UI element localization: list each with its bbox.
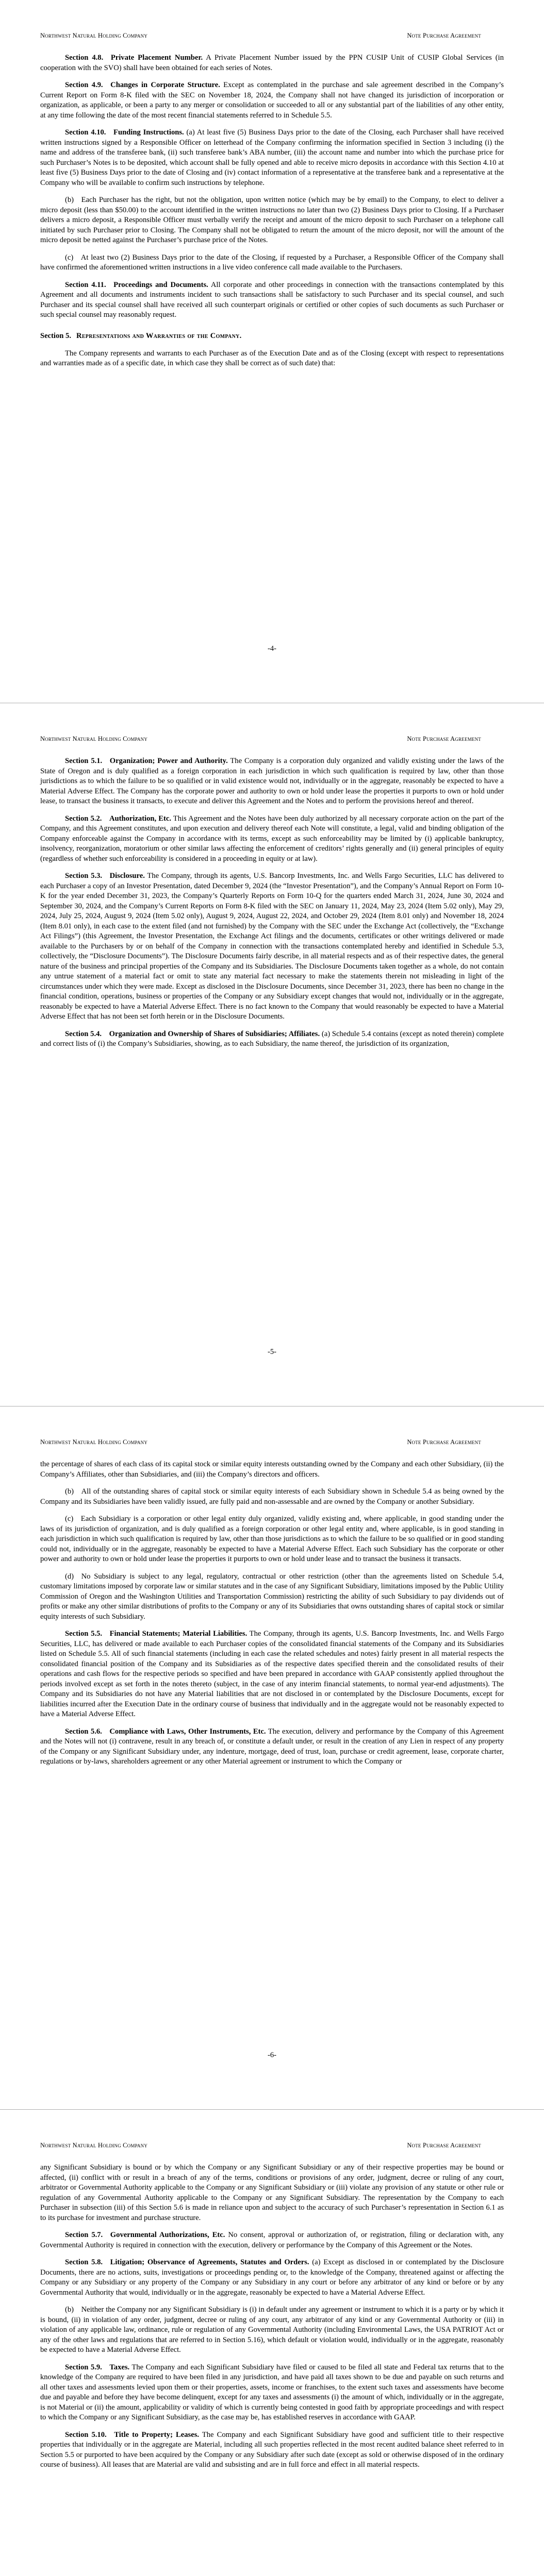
subsection-heading: Section 4.11. Proceedings and Documents. (65, 280, 208, 289)
subsection-heading: Section 5.9. Taxes. (65, 2363, 130, 2371)
paragraph-text: A Private Placement Number issued by the PPN CUSIP Unit of CUSIP Global Services (in cooperation with the SVO) shall have been obtained for each series of Notes. (40, 54, 504, 72)
page-body (40, 756, 504, 1049)
header-document-title: Note Purchase Agreement (407, 32, 481, 39)
section-heading (40, 332, 504, 341)
paragraph-text: any Significant Subsidiary is bound or by which the Company or any Significant Subsidiary or any of their respective properties may be bound or affected, (ii) conflict with or result in a breach of any of the terms, conditions or provisions of any order, judgment, decree or ruling of any court, arbitrator or Governmental Authority applicable to the Company or any Significant Subsidiary or (iii) violate any provision of any statute or other rule or regulation of any Governmental Authority applicable to the Company or any Significant Subsidiary. The representation by the Company to each Purchaser in subsection (iii) of this Section 5.6 is made in reliance upon and subject to the accuracy of such Purchaser’s representation in Section 6.1 as to its purchase for investment and purchase structure. (40, 2163, 504, 2222)
paragraph-text: (a) At least five (5) Business Days prior to the date of the Closing, each Purchaser shall have received written instructions signed by a Responsible Officer on letterhead of the Company confirming the information specified in Section 3 including (i) the name and address of the transferee bank, (ii) such transferee bank’s ABA number, (iii) the account name and number into which the purchase price for such Purchaser’s Notes is to be deposited, which account shall be fully opened and able to receive micro deposits in accordance with this Section 4.10 at least five (5) Business Days prior to the date of Closing and (iv) contact information of a representative at the transferee bank and a representative at the Company who will be available to confirm such instructions by telephone. (40, 128, 504, 187)
page-body (40, 2163, 504, 2470)
paragraph (40, 349, 504, 369)
paragraph-text: (b) All of the outstanding shares of capital stock or similar equity interests of each Subsidiary shown in Schedule 5.4 as being owned by the Company and its Subsidiaries have been validly issued, are fully paid and non-assessable and are owned by the Company or another Subsidiary. (40, 1487, 504, 1506)
paragraph-text: (a) Except as disclosed in or contemplated by the Disclosure Documents, there are no actions, suits, investigations or proceedings pending or, to the knowledge of the Company, threatened against or affecting the Company or any Subsidiary or any property of the Company or any Subsidiary in any court or before any arbitrator of any kind or before or by any Governmental Authority that would, individually or in the aggregate, reasonably be expected to have a Material Adverse Effect. (40, 2258, 504, 2297)
paragraph (40, 871, 504, 1022)
paragraph (40, 1460, 504, 1480)
section-title-text: Representations and Warranties of the Company. (76, 331, 242, 340)
page (0, 703, 544, 1406)
paragraph-text: All corporate and other proceedings in connection with the transactions contemplated by this Agreement and all documents and instruments incident to such transactions shall be satisfactory to such Purchaser and its special counsel, and such Purchaser and its special counsel shall have received all such counterpart originals or certified or other copies of such documents as such Purchaser or such special counsel may reasonably request. (40, 280, 504, 319)
subsection-heading: Section 5.1. Organization; Power and Authority. (65, 757, 228, 765)
paragraph-text: (b) Neither the Company nor any Significant Subsidiary is (i) in default under any agreement or instrument to which it is a party or by which it is bound, (ii) in violation of any order, judgment, decree or ruling of any court, any arbitrator of any kind or any Governmental Authority or (iii) in violation of any applicable law, ordinance, rule or regulation of any Governmental Authority (including Environmental Laws, the USA PATRIOT Act or any of the other laws and regulations that are referred to in Section 5.16), which default or violation would, individually or in the aggregate, reasonably be expected to have a Material Adverse Effect. (40, 2306, 504, 2354)
paragraph (40, 2363, 504, 2423)
paragraph-text: The Company, through its agents, U.S. Bancorp Investments, Inc. and Wells Fargo Securities, LLC, has delivered or made available to each Purchaser copies of the consolidated financial statements of the Company and its Subsidiaries listed on Schedule 5.5. All of such financial statements (including in each case the related schedules and notes) fairly present in all material respects the consolidated financial position of the Company and its Subsidiaries as of the respective dates specified therein and the consolidated results of their operations and cash flows for the respective periods so specified and have been prepared in accordance with GAAP consistently applied throughout the periods involved except as set forth in the notes thereto (subject, in the case of any interim financial statements, to normal year-end adjustments). The Company and its Subsidiaries do not have any Material liabilities that are not disclosed in or contemplated by the Disclosure Documents, except for liabilities incurred after the Execution Date in the ordinary course of business that individually and in the aggregate would not be reasonably expected to have a Material Adverse Effect. (40, 1630, 504, 1718)
subsection-heading: Section 5.2. Authorization, Etc. (65, 814, 172, 823)
subsection-heading: Section 5.7. Governmental Authorizations, Etc. (65, 2231, 225, 2239)
paragraph (40, 814, 504, 865)
subsection-heading: Section 4.8. Private Placement Number. (65, 54, 203, 62)
page-body (40, 1460, 504, 1767)
page (0, 1406, 544, 2110)
paragraph (40, 80, 504, 121)
paragraph-text: The Company, through its agents, U.S. Bancorp Investments, Inc. and Wells Fargo Securities, LLC has delivered to each Purchaser a copy of an Investor Presentation, dated December 9, 2024 (the “Investor Presentation”), and the Company’s Annual Report on Form 10-K for the year ended December 31, 2023, the Company’s Quarterly Reports on Form 10-Q for the quarters ended March 31, 2024, June 30, 2024 and September 30, 2024, and the Company’s Current Reports on Form 8-K filed with the SEC on January 11, 2024, May 23, 2024 (Item 5.02 only), May 29, 2024, July 25, 2024, August 9, 2024 (Item 5.02 only), August 9, 2024, August 22, 2024, and October 29, 2024 (Item 8.01 only) and November 18, 2024 (Item 8.01 only), in each case to the extent filed (and not furnished) by the Company with the SEC under the Exchange Act (collectively, the “Exchange Act Filings”) (this Agreement, the Investor Presentation, the Exchange Act filings and the documents, certificates or other writings delivered or made available to the Purchasers by or on behalf of the Company in connection with the transactions contemplated hereby and identified in Schedule 5.3, collectively, the “Disclosure Documents”). The Disclosure Documents fairly describe, in all material respects and as of their respective dates, the general nature of the business and principal properties of the Company and its Subsidiaries. The Disclosure Documents taken together as a whole, do not contain any untrue statement of a material fact or omit to state any material fact necessary to make the statements therein not misleading in light of the circumstances under which they were made. Except as disclosed in the Disclosure Documents, since December 31, 2023, there has been no change in the financial condition, operations, business or properties of the Company or any Subsidiary except changes that would not, individually or in the aggregate, reasonably be expected to have a Material Adverse Effect. There is no fact known to the Company that would reasonably be expected to have a Material Adverse Effect that has not been set forth herein or in the Disclosure Documents. (40, 872, 504, 1021)
subsection-heading: Section 5.10. Title to Property; Leases. (65, 2430, 200, 2439)
paragraph-text: The Company and each Significant Subsidiary have filed or caused to be filed all state and Federal tax returns that to the knowledge of the Company are required to have been filed in any jurisdiction, and have paid all taxes shown to be due and payable on such returns and all other taxes and assessments levied upon them or their properties, assets, income or franchises, to the extent such taxes and assessments have become due and payable and before they have become delinquent, except for any taxes and assessments (i) the amount of which, individually or in the aggregate, is not Material or (ii) the amount, applicability or validity of which is currently being contested in good faith by appropriate proceedings and with respect to which the Company or any Significant Subsidiary, as the case may be, has established reserves in accordance with GAAP. (40, 2363, 504, 2421)
paragraph (40, 1629, 504, 1720)
paragraph (40, 280, 504, 320)
paragraph-text: This Agreement and the Notes have been duly authorized by all necessary corporate action on the part of the Company, and this Agreement constitutes, and upon execution and delivery thereof each Note will constitute, a legal, valid and binding obligation of the Company enforceable against the Company in accordance with its terms, except as such enforceability may be limited by (i) applicable bankruptcy, insolvency, reorganization, moratorium or other similar laws affecting the enforcement of creditors’ rights generally and (ii) general principles of equity (regardless of whether such enforceability is considered in a proceeding in equity or at law). (40, 814, 504, 863)
subsection-heading: Section 5.4. Organization and Ownership of Shares of Subsidiaries; Affiliates. (65, 1029, 320, 1038)
paragraph (40, 53, 504, 73)
running-header (40, 2142, 504, 2149)
paragraph-text: The Company and each Significant Subsidiary have good and sufficient title to their respective properties that individually or in the aggregate are Material, including all such properties reflected in the most recent audited balance sheet referred to in Section 5.5 or purported to have been acquired by the Company or any Subsidiary after such date (except as sold or otherwise disposed of in the ordinary course of business). All leases that are Material are valid and subsisting and are in full force and effect in all material respects. (40, 2430, 504, 2469)
paragraph (40, 253, 504, 273)
page-number: -5- (267, 1348, 277, 1356)
subsection-heading: Section 4.10. Funding Instructions. (65, 128, 184, 137)
paragraph-text: No consent, approval or authorization of, or registration, filing or declaration with, any Governmental Authority is required in connection with the execution, delivery or performance by the Company of this Agreement or the Notes. (40, 2231, 504, 2249)
header-company-name: Northwest Natural Holding Company (40, 1438, 148, 1446)
paragraph-text: (d) No Subsidiary is subject to any legal, regulatory, contractual or other restriction (other than the agreements listed on Schedule 5.4, customary limitations imposed by corporate law or similar statutes and in the case of any Significant Subsidiary, limitations imposed by the Public Utility Commission of Oregon and the Washington Utilities and Transportation Commission) restricting the ability of such Subsidiary to pay dividends out of profits or make any other similar distributions of profits to the Company or any of its Subsidiaries that owns outstanding shares of capital stock or similar equity interests of such Subsidiary. (40, 1572, 504, 1621)
paragraph-text: the percentage of shares of each class of its capital stock or similar equity interests outstanding owned by the Company and each other Subsidiary, (ii) the Company’s Affiliates, other than Subsidiaries, and (iii) the Company’s directors and officers. (40, 1460, 504, 1479)
running-header (40, 32, 504, 40)
paragraph (40, 1572, 504, 1622)
paragraph-text: (c) At least two (2) Business Days prior to the date of the Closing, if requested by a Purchaser, a Responsible Officer of the Company shall have confirmed the aforementioned written instructions in a live video conference call made available to the Purchasers. (40, 253, 504, 272)
header-document-title: Note Purchase Agreement (407, 2142, 481, 2149)
subsection-heading: Section 5.5. Financial Statements; Material Liabilities. (65, 1630, 248, 1638)
header-company-name: Northwest Natural Holding Company (40, 2142, 148, 2149)
header-document-title: Note Purchase Agreement (407, 735, 481, 742)
page-number: -6- (267, 2051, 277, 2059)
subsection-heading: Section 5.6. Compliance with Laws, Other Instruments, Etc. (65, 1727, 266, 1736)
paragraph (40, 1029, 504, 1049)
page-body (40, 53, 504, 369)
paragraph-text: The execution, delivery and performance by the Company of this Agreement and the Notes will not (i) contravene, result in any breach of, or constitute a default under, or result in the creation of any Lien in respect of any property of the Company or any Significant Subsidiary under, any indenture, mortgage, deed of trust, loan, purchase or credit agreement, lease, corporate charter, regulations or by-laws, shareholders agreement or any other Material agreement or instrument to which the Company or (40, 1727, 504, 1766)
paragraph-text: Except as contemplated in the purchase and sale agreement described in the Company’s Current Report on Form 8-K filed with the SEC on November 18, 2024, the Company shall not have changed its jurisdiction of incorporation or organization, as applicable, or been a party to any merger or consolidation or succeeded to all or any substantial part of the liabilities of any other entity, at any time following the date of the most recent financial statements referred to in Schedule 5.5. (40, 81, 504, 120)
page-number: -4- (267, 645, 277, 653)
subsection-heading: Section 5.8. Litigation; Observance of Agreements, Statutes and Orders. (65, 2258, 309, 2266)
page (0, 2110, 544, 2576)
paragraph-text: (c) Each Subsidiary is a corporation or other legal entity duly organized, validly existing and, where applicable, in good standing under the laws of its jurisdiction of organization, and is duly qualified as a foreign corporation or other legal entity and, where applicable, is in good standing in each jurisdiction in which such qualification is required by law, other than those jurisdictions as to which the failure to be so qualified or in good standing could not, individually or in the aggregate, reasonably be expected to have a Material Adverse Effect. Each such Subsidiary has the corporate or other power and authority to own or hold under lease the properties it purports to own or hold under lease and to transact the business it transacts. (40, 1515, 504, 1563)
paragraph (40, 756, 504, 807)
running-header (40, 1438, 504, 1446)
paragraph (40, 195, 504, 246)
paragraph (40, 2305, 504, 2355)
paragraph (40, 2230, 504, 2250)
paragraph (40, 2258, 504, 2298)
subsection-heading: Section 4.9. Changes in Corporate Structure. (65, 81, 220, 89)
paragraph (40, 1727, 504, 1767)
paragraph (40, 2163, 504, 2223)
running-header (40, 735, 504, 743)
paragraph (40, 1487, 504, 1507)
page (0, 0, 544, 703)
subsection-heading: Section 5.3. Disclosure. (65, 872, 145, 880)
header-document-title: Note Purchase Agreement (407, 1438, 481, 1446)
paragraph-text: (a) Schedule 5.4 contains (except as noted therein) complete and correct lists of (i) the Company’s Subsidiaries, showing, as to each Subsidiary, the name thereof, the jurisdiction of its organization, (40, 1029, 504, 1048)
header-company-name: Northwest Natural Holding Company (40, 735, 148, 742)
paragraph (40, 2430, 504, 2470)
paragraph-text: (b) Each Purchaser has the right, but not the obligation, upon written notice (which may be by email) to the Company, to elect to deliver a micro deposit (less than $50.00) to the account identified in the written instructions no later than two (2) Business Days prior to Closing. If a Purchaser delivers a micro deposit, a Responsible Officer must verbally verify the receipt and amount of the micro deposit to such Purchaser on a telephone call initiated by such Purchaser prior to Closing. The Company shall not be obligated to return the amount of the micro deposit, nor will the amount of the micro deposit be netted against the Purchaser’s purchase price of the Notes. (40, 196, 504, 244)
paragraph-text: The Company is a corporation duly organized and validly existing under the laws of the State of Oregon and is duly qualified as a foreign corporation in each jurisdiction in which such qualification is required by law, other than those jurisdictions as to which the failure to be so qualified or in valid existence would not, individually or in the aggregate, reasonably be expected to have a Material Adverse Effect. The Company has the corporate power and authority to own or hold under lease the properties it purports to own or hold under lease, to transact the business it transacts, to execute and deliver this Agreement and the Notes and to perform the provisions hereof and thereof. (40, 757, 504, 805)
paragraph (40, 128, 504, 188)
section-number: Section 5. (40, 331, 71, 340)
header-company-name: Northwest Natural Holding Company (40, 32, 148, 39)
paragraph-text: The Company represents and warrants to each Purchaser as of the Execution Date and as of the Closing (except with respect to representations and warranties made as of a specific date, in which case they shall be correct as of such date) that: (40, 349, 504, 367)
paragraph (40, 1514, 504, 1565)
